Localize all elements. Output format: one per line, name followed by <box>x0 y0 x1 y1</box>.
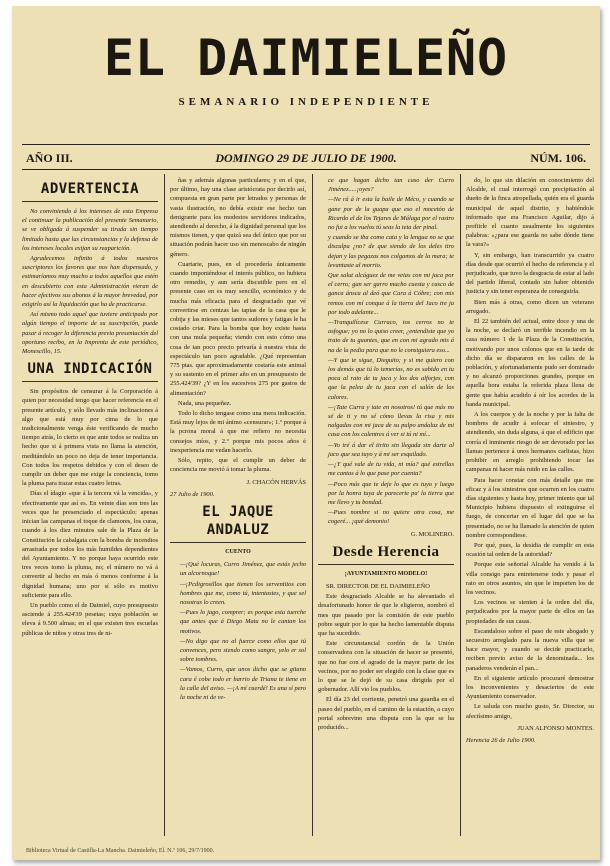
paragraph: Días el ídagio «que á la tercera vá la vencida», y efectivamente que así es. En veinte días son tres las veces que he presenciado el espectáculo: apenas inician las campanas el toque de clamores, los curas, cuando á los diez minutos sale de la Plaza de la Constitución la cabalgata con la bomba de incendios arrastrada por todos los más humildes dependientes del Ayuntamiento. Y no porque haya ocurrido este tres veces tomo la pluma, no; el número no vá á convertir al hecho en más ó menos conforme á la dignidad humana; uno por sí sólo es motivo suficiente para ello. <box>22 490 158 599</box>
rule-top <box>22 144 590 145</box>
ayuntamiento-label: ¡AYUNTAMIENTO MODELO! <box>344 570 428 577</box>
paragraph: Le saluda con mucho gusto, Sr. Director, su afectísimo amigo, <box>466 703 594 720</box>
signature: JUAN ALFONSO MONTES. <box>517 724 594 732</box>
cuento-label: CUENTO <box>225 548 251 555</box>
jaque-andaluz-heading: EL JAQUE ANDALUZ <box>170 503 306 543</box>
paragraph: Y, sin embargo, han transcurrido ya cuatro días desde que ocurrió el hecho de referencia y el perjudicado, que tuvo la desgracia de estar al lado del partido liberal, contado sin haber obtenido justicia y sin tener esperanza de conseguirla. <box>466 251 594 296</box>
paragraph: ñas y además algunas particulares; y en el que, por último, hay una clase aristócrata por decirlo así, compuesta en gran parte por letrados y personas de vasta ilustración, no debía existir ese hecho tan denigrante para los modestos servidores indicados, atendiendo al derecho, á la dignidad personal que los mismos tienen, y que quizá sea del único que por su situación podrán hacer uso sin menoscabo de ningún género. <box>170 177 306 258</box>
indicacion-heading: UNA INDICACIÓN <box>22 360 158 382</box>
year: AÑO III. <box>26 151 73 165</box>
verse: —¡Pcdigrosillos que tienen los serventitos con hombres que me, como tú, intentastes, y que sel nosotras lo creen. <box>180 580 306 606</box>
issue-number: NÚM. 106. <box>530 151 586 165</box>
paragraph: Este circunstancial cordón de la Unión conservadora con la situación de hacer se presentó, que no fue con el agrado de la mayor parte de los vecinos, por no poder ser elegido con la clase que es lo que se le dejó de su casa dirigida por el gobernador. Allí vio los pueblos. <box>318 640 454 694</box>
article-date: Herencia 26 de Julio 1900. <box>466 736 536 744</box>
rule-bottom <box>22 169 590 170</box>
column-divider <box>312 174 313 836</box>
verse: —Yo iré á dar el tirito sin llegada sin darte al jaco que sea tuyo y á mi ser esquilado. <box>328 441 454 458</box>
signature: J. CHACÓN HERVÁS <box>246 478 306 486</box>
paragraph: No conviniendo á los intereses de esta Empresa el continuar la publicación del presente Semanario, se ve obligada á suspender su tirada sin tiempo limitado hasta que las circunstancias y la defensa de los intereses locales exijan su reaparición. <box>22 208 158 252</box>
desde-herencia-heading: Desde Herencia <box>318 543 454 565</box>
column-1 <box>22 176 158 836</box>
article-date: 27 Julio de 1900. <box>170 490 215 498</box>
verse: —No digo que no al fuerce como ellos que tú convences, pero siendo como sangre, yelo er sol sobre tombres. <box>180 637 306 664</box>
paragraph: Sin propósitos de censurar á la Corporación á quien por necesidad tengo que hacer referencia en el presente artículo, y sólo llevado más inclinaciones á algo que está muy por cima de lo que tradicionalmente venga éste verificando de mucho tiempo atrás, lo cierto es que ante todos se realiza un hecho que si á primera vista no llama la atención, meditándolo un poco no deja de tener importancia. Con todos los respetos debidos y con el deseo de cumplir un deber que me exige la conciencia, tomo la pluma para trazar estas cuatro letras. <box>22 388 158 488</box>
paragraph: Un pueblo como el de Daimiel, cuyo presupuesto asciende á 255.424'39 pesetas; cuya población se eleva á 9.500 almas; en el que existen tres escuelas públicas de niños y otras tres de ni- <box>22 601 158 637</box>
verse: —Y que te sigue, Dieguito; y si me quiero con los demás que tú lo temerías, no es sabido en tu poca al rato de tu jaca y los dos alforjes, con que la pelea de tu jaca con el salón de los calores. <box>328 356 454 401</box>
verse: —¿Y qué vale de tu vida, ni mía? qué estrellas me cantas á lo que pase por cuenta? <box>328 461 454 478</box>
verse: —Ne rá á ir esta la baile de Méco, y cuando se gane por de la guapa que eso el mocetón de Ricardo el de los Tejares de Málaga por el rastro no fui a los vuelos tú seas la teta der pinal. <box>328 196 454 232</box>
paragraph: Agradecemos infinito á todos nuestros suscriptores los favores que nos han dispensado, y estimaríamos muy mucho a todos aquellos que estén en descubierto con esta Administración vieran de hacer efectivos sus abonos á la mayor brevedad, por exigirlo así la liquidación que ha de practicarse. <box>22 255 158 309</box>
paragraph: El 22 también del actual, entre doce y una de la noche, se declaró un terrible incendio en la casa número 1 de la Plaza de la Constitución, motivando por unos colonos que en la tarde de dicho día se dispararon en los calles de la población, y afortunadamente pudo ser dominado y no alcanzó proporciones grandes, porque en aquella hora estaba la referida plaza llena de gente que había acudido á oír los acordes de la banda municipal. <box>466 318 594 408</box>
verse: —Tranquilícese Curraco, tos cerros no te asfogue; yo no lo quiso creer, ¿entendiste que yo trato de tu guantes, que en con mi agrado mis á na de la pedia para que no le consiguiera eso... <box>328 319 454 354</box>
paragraph: Cuartarie, pues, en el procedería únicamente cuando imponiéndose el interés público, no hubiera otro remedio, y aun sería discutible pero en el presente caso en es muy sencillo, económico y de mucha más eficacia para el desgraciado que vé convertirse en cenizas las tapias de la casa que le cobija y las mieses que tantos sudores y fatigas le ha costado criar. Para la bomba que hoy existe basta con una mula pequeña; viendo con esto cómo una cosa de tan poco precio privaría á nuestra vista de espectáculo tan poco agradable. ¿Qué representan 775 ptas. que aproximadamente costaría este animal y su sustento en el primer año en un presupuesto de 255.424'39? ¿Y en los sucesivos 275 por gastos de alimentación? <box>170 260 306 397</box>
paragraph: Escandaloso sobre el paso de este abogado y secuestro arreglado para la nueva villa que se hace mayor, y cuando se decide practicarlo, reciben previo aviso de la denominada... los panaderos venderán el pan... <box>466 627 594 672</box>
column-divider <box>164 174 165 836</box>
verse: —¡Qué locuras, Curro Jiménez, que estás jecho un alcornoque! <box>180 561 306 578</box>
dateline <box>22 148 590 170</box>
column-divider <box>460 174 461 836</box>
paragraph: Bien más á otras, como dicen un veterano arregado. <box>466 298 594 315</box>
masthead-subtitle: SEMANARIO INDEPENDIENTE <box>178 96 434 108</box>
paragraph: Así mismo todo aquel que tuviere anticipado por algún tiempo el importe de su suscripción, puede pasar á recoger la diferencia previa presentación del oportuno recibo, en la Imprenta de este periódico, Monescillo, 15. <box>22 311 158 356</box>
paragraph: Por qué, pues, la desidia de cumplir en esta ocasión tal orden de la autoridad? <box>466 541 594 559</box>
paragraph: Sólo, repito, que el cumplir un deber de conciencia me movió á tomar la pluma. <box>170 457 306 474</box>
paragraph: Todo lo dicho tengase como una mera indicación. Está muy lejos de mi ánimo «censurar»; 1.º porque á la pcrona moral á que me refiero no necesita consejos míos, y 2.º porque mis pocos años é inexperiencia me vedan hacerlo. <box>170 410 306 454</box>
verse: Que salut alcáguez de me veias con mi jaca por el cerro; gan ser garro mucho cuesta y casco de ganca ánsca al deó que Cara á Cóbre; con mis remos con mí conque á la tierra del Jaco tre ja por todo adelante... <box>328 272 454 316</box>
paragraph: SR. DIRECTOR DE EL DAIMIELEÑO <box>326 582 430 590</box>
paragraph: do, lo que sin dilación en conocimiento del Alcalde, el cual interrogó con precipitación al dueño de la finca atropellada, quién era el guarda municipal de aquel distrito, y habiéndole informado que era Francisco Aguilar, dijo á profiirle el cuanto usualmente los siguientes palabras: «¿para ese guarda no sabe dónde tiene la vara?» <box>466 177 594 249</box>
column-3 <box>318 176 454 836</box>
verse: —Pues nombre si no quiere otra cosa, me cogeré... ¡qué demonio! <box>328 509 454 526</box>
signature: G. MOLINERO. <box>410 530 454 538</box>
archive-footer: Biblioteca Virtual de Castilla-La Mancha. Daimieleño, El. N.º 106, 29/7/1900. <box>26 848 215 854</box>
verse: y cuando se iba como cata y la lengua no se que disculpa ¿no? de que siendo de los deles tiro dejan y las pegazas nos colgamos de la mara; te levantaste al morrio. <box>328 234 454 269</box>
verse: ce que hagan dicho tan caso der Curro Jiménez.....¡oyes? <box>328 177 454 194</box>
paragraph: En el siguiente artículo procuraré demostrar los inconvenientes y desaciertos de este Ayuntamiento conservador. <box>466 674 594 701</box>
paragraph: Porque este señorial Alcalde ha venido á la villa consigo para entretenerse todo y pasar el rato en otros asuntos, sin que le importen los de los vecinos. <box>466 561 594 596</box>
paragraph: A los cuerpos y de la noche y por la falta de hombres de acudir á sofocar el siniestro, y atendiendo, sin duda alguna, á que el edificio que corría el inminente riesgo de ser devorado por las llamas pertenece á unos hermanos carlistas, hizo prohibir en arreglo prohibiendo tocar las campanas ni hacer más ruido en las calles. <box>466 411 594 474</box>
column-2 <box>170 176 306 836</box>
paragraph: Este desgraciado Alcalde se ha alevantado el desafortunado honor de que le eligieron, nombró el mes que pasado por la comisión de este pueblo pobre seguir por lo que ha hecho lamentable disputa que ha sucedido. <box>318 593 454 637</box>
newspaper-page <box>12 6 600 860</box>
issue-date: DOMINGO 29 DE JULIO DE 1900. <box>215 151 397 165</box>
verse: —¡Tate Curra y tate en nosotros! tú que más no sé de ti y no sé cómo llevas la risa y mis nalgadas con mi jaca de su pulpo andaluz de mi casa con los calentres á ver si tú ni mí... <box>328 403 454 439</box>
verse: —Pues lo jago, comprer; es porque esta tuerche que antes que á Diego Matu no le cantan los motivos. <box>180 609 306 635</box>
column-4 <box>466 176 594 836</box>
paragraph: Nada, una pequeñez. <box>178 399 232 407</box>
masthead-title: EL DAIMIELEÑO <box>103 29 509 87</box>
verse: —Vamos, Curro, que unos dicho que se gitano cara é cobe todo er barrio de Triana te tiene en la calle del aviso. —¡A mí cuerdé! Es una sí pero la noche ni de ve- <box>180 666 306 701</box>
paragraph: El día 23 del corriente, penetró una guardia en el paseo del pueblo, en el camino de la estación, a cuyo portal sobrevino una disputa con la que se ha producido... <box>318 696 454 731</box>
paragraph: Para hacer constar con más detalle que me eficaz y á los siniestros que ocurren en los cuatro días siguientes y hasta hoy, primer intento que tal Municipio hubiera dispuesto el extinguirse el fuego, de concertar en el lugar del que se ha presentado, no se ha llamado la atención de quien nombre correspondiese. <box>466 476 594 539</box>
paragraph: Los vecinos se sienten á la orden del día, perjudicados por la mayor parte de ellos en las propiedades de sus casas. <box>466 599 594 625</box>
verse: —Poco más que te deje lo que es tuyo y luego por la honra tuya de parecerte pa' la tierra que me llevo y tu bondad. <box>328 480 454 506</box>
advertencia-heading: ADVERTENCIA <box>22 180 158 202</box>
